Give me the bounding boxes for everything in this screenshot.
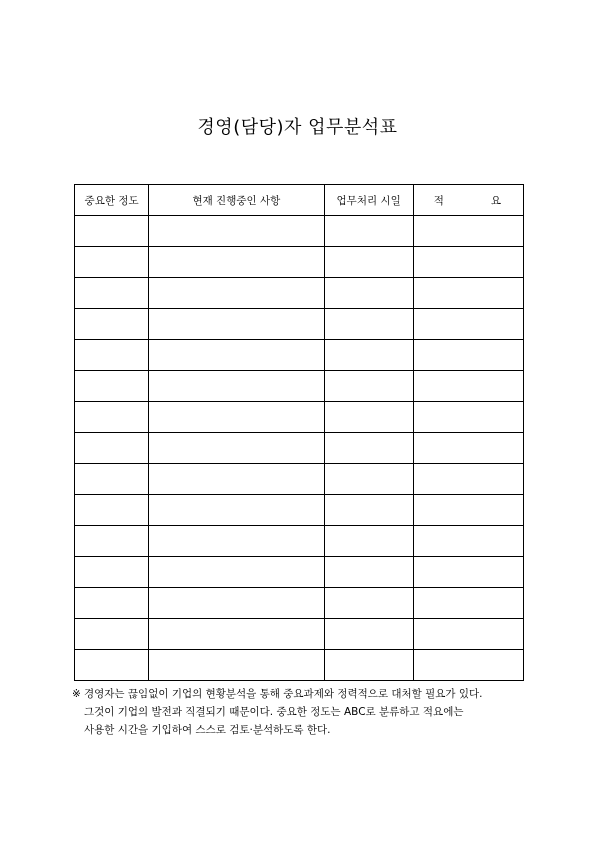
current-matter-cell[interactable] (149, 371, 324, 402)
table-row (75, 371, 524, 402)
remarks-cell[interactable] (413, 557, 523, 588)
importance-cell[interactable] (75, 495, 149, 526)
table-row (75, 247, 524, 278)
importance-cell[interactable] (75, 526, 149, 557)
remarks-cell[interactable] (413, 309, 523, 340)
remarks-cell[interactable] (413, 278, 523, 309)
remarks-cell[interactable] (413, 619, 523, 650)
remarks-cell[interactable] (413, 340, 523, 371)
note-mark: ※ (72, 688, 81, 700)
remarks-cell[interactable] (413, 526, 523, 557)
processing-date-cell[interactable] (324, 340, 413, 371)
note-line: 경영자는 끊임없이 기업의 현황분석을 통해 중요과제와 정력적으로 대처할 필요가 있다. (84, 688, 483, 700)
remarks-cell[interactable] (413, 495, 523, 526)
current-matter-cell[interactable] (149, 557, 324, 588)
processing-date-cell[interactable] (324, 402, 413, 433)
processing-date-cell[interactable] (324, 650, 413, 681)
table-row (75, 433, 524, 464)
current-matter-cell[interactable] (149, 247, 324, 278)
current-matter-cell[interactable] (149, 588, 324, 619)
table-row (75, 557, 524, 588)
importance-cell[interactable] (75, 371, 149, 402)
processing-date-cell[interactable] (324, 216, 413, 247)
note-line: 그것이 기업의 발전과 직결되기 때문이다. 중요한 정도는 ABC로 분류하고 적요에는 (84, 706, 464, 718)
remarks-cell[interactable] (413, 588, 523, 619)
header-importance: 중요한 정도 (75, 185, 149, 216)
importance-cell[interactable] (75, 650, 149, 681)
current-matter-cell[interactable] (149, 216, 324, 247)
table-row (75, 309, 524, 340)
importance-cell[interactable] (75, 340, 149, 371)
work-analysis-table (74, 184, 524, 681)
importance-cell[interactable] (75, 588, 149, 619)
table-row (75, 495, 524, 526)
processing-date-cell[interactable] (324, 526, 413, 557)
importance-cell[interactable] (75, 309, 149, 340)
processing-date-cell[interactable] (324, 588, 413, 619)
current-matter-cell[interactable] (149, 495, 324, 526)
table-row (75, 216, 524, 247)
table-row (75, 526, 524, 557)
importance-cell[interactable] (75, 433, 149, 464)
importance-cell[interactable] (75, 278, 149, 309)
importance-cell[interactable] (75, 557, 149, 588)
importance-cell[interactable] (75, 464, 149, 495)
current-matter-cell[interactable] (149, 619, 324, 650)
note-line: 사용한 시간을 기입하여 스스로 검토·분석하도록 한다. (84, 724, 331, 736)
table-row (75, 650, 524, 681)
table-body (75, 216, 524, 681)
header-remarks-char-2: 요 (490, 194, 501, 207)
processing-date-cell[interactable] (324, 557, 413, 588)
current-matter-cell[interactable] (149, 402, 324, 433)
header-current-matters: 현재 진행중인 사항 (149, 185, 324, 216)
importance-cell[interactable] (75, 619, 149, 650)
current-matter-cell[interactable] (149, 464, 324, 495)
table-row (75, 278, 524, 309)
table-row (75, 464, 524, 495)
processing-date-cell[interactable] (324, 619, 413, 650)
importance-cell[interactable] (75, 216, 149, 247)
remarks-cell[interactable] (413, 650, 523, 681)
importance-cell[interactable] (75, 402, 149, 433)
remarks-cell[interactable] (413, 464, 523, 495)
header-processing-date: 업무처리 시일 (324, 185, 413, 216)
current-matter-cell[interactable] (149, 309, 324, 340)
importance-cell[interactable] (75, 247, 149, 278)
table-row (75, 619, 524, 650)
footnote (72, 685, 527, 739)
current-matter-cell[interactable] (149, 650, 324, 681)
remarks-cell[interactable] (413, 371, 523, 402)
header-remarks-char-1: 적 (433, 194, 444, 207)
remarks-cell[interactable] (413, 402, 523, 433)
table-row (75, 402, 524, 433)
table-header-row (75, 185, 524, 216)
table-row (75, 340, 524, 371)
processing-date-cell[interactable] (324, 371, 413, 402)
current-matter-cell[interactable] (149, 433, 324, 464)
remarks-cell[interactable] (413, 433, 523, 464)
note-body (84, 685, 527, 739)
remarks-cell[interactable] (413, 247, 523, 278)
processing-date-cell[interactable] (324, 278, 413, 309)
processing-date-cell[interactable] (324, 247, 413, 278)
processing-date-cell[interactable] (324, 433, 413, 464)
processing-date-cell[interactable] (324, 309, 413, 340)
processing-date-cell[interactable] (324, 464, 413, 495)
current-matter-cell[interactable] (149, 340, 324, 371)
processing-date-cell[interactable] (324, 495, 413, 526)
page-title: 경영(담당)자 업무분석표 (197, 117, 398, 138)
table-row (75, 588, 524, 619)
current-matter-cell[interactable] (149, 526, 324, 557)
header-remarks (413, 185, 523, 216)
current-matter-cell[interactable] (149, 278, 324, 309)
remarks-cell[interactable] (413, 216, 523, 247)
